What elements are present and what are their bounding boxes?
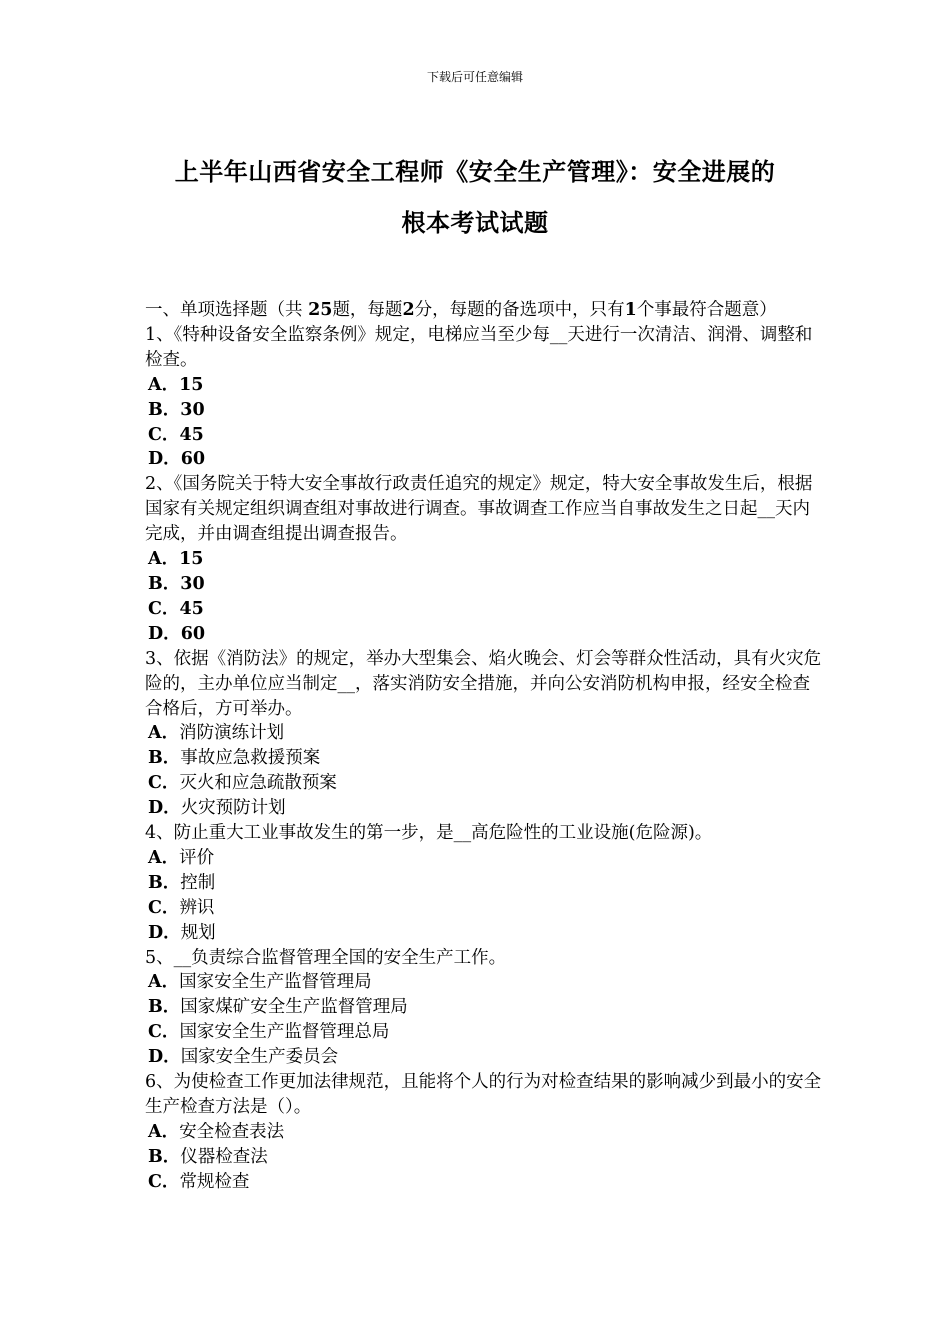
option-letter: B． [148, 1146, 181, 1167]
answer-option [145, 1020, 825, 1045]
question-stem: 4、防止重大工业事故发生的第一步，是__高危险性的工业设施(危险源)。 [145, 823, 713, 844]
option-letter: C． [148, 897, 180, 918]
answer-option [145, 1170, 825, 1195]
option-text: 15 [179, 549, 204, 570]
option-text: 国家安全生产委员会 [180, 1047, 339, 1068]
option-letter: B． [148, 872, 181, 893]
option-text: 控制 [180, 872, 216, 893]
document-title-line1: 上半年山西省安全工程师《安全生产管理》：安全进展的 [174, 157, 776, 186]
option-letter: D． [148, 922, 181, 943]
section-one: 1 [624, 300, 637, 320]
section-heading-mid2: 分，每题的备选项中，只有 [414, 300, 625, 320]
section-question-count: 25 [308, 300, 333, 320]
option-text: 60 [180, 449, 206, 470]
question-list [145, 323, 825, 1195]
question-stem: 6、为使检查工作更加法律规范，且能将个人的行为对检查结果的影响减少到最小的安全生产检查方法是（）。 [145, 1072, 822, 1117]
option-letter: C． [148, 773, 180, 794]
answer-option [145, 1145, 825, 1170]
option-letter: A． [148, 1121, 180, 1142]
question-stem: 3、依据《消防法》的规定，举办大型集会、焰火晚会、灯会等群众性活动，具有火灾危险的，主办单位应当制定__，落实消防安全措施，并向公安消防机构申报，经安全检查合格后，方可举办。 [145, 648, 822, 719]
option-text: 消防演练计划 [179, 723, 285, 744]
option-text: 灭火和应急疏散预案 [179, 773, 337, 794]
option-letter: A． [148, 972, 180, 993]
question-block [145, 1070, 825, 1195]
answer-option [145, 970, 825, 995]
answer-option [145, 572, 825, 597]
option-letter: D． [148, 1047, 181, 1068]
header-note: 下载后可任意编辑 [426, 70, 523, 84]
option-text: 30 [180, 399, 205, 420]
answer-option [145, 622, 825, 647]
option-letter: B． [148, 748, 181, 769]
option-text: 安全检查表法 [179, 1121, 285, 1142]
answer-option [145, 721, 825, 746]
question-block [145, 946, 825, 1071]
question-block [145, 472, 825, 646]
answer-option [145, 373, 825, 398]
answer-option [145, 1120, 825, 1145]
answer-option [145, 995, 825, 1020]
answer-option [145, 447, 825, 472]
answer-option [145, 547, 825, 572]
option-letter: A． [148, 374, 180, 395]
question-stem: 1、《特种设备安全监察条例》规定，电梯应当至少每__天进行一次清洁、润滑、调整和检查。 [145, 324, 813, 370]
answer-option [145, 896, 825, 921]
question-block [145, 821, 825, 946]
option-letter: B． [148, 997, 181, 1018]
answer-option [145, 597, 825, 622]
answer-option [145, 871, 825, 896]
option-letter: A． [148, 847, 180, 868]
option-letter: B． [148, 399, 181, 420]
question-block [145, 323, 825, 472]
option-text: 60 [180, 623, 206, 644]
option-letter: D． [148, 623, 181, 644]
option-letter: A． [148, 723, 180, 744]
answer-option [145, 1045, 825, 1070]
section-heading-suffix: 个事最符合题意） [636, 300, 777, 320]
section-heading-prefix: 一、单项选择题（共 [145, 300, 303, 320]
option-letter: A． [148, 549, 180, 570]
section-heading-mid1: 题，每题 [332, 300, 403, 320]
option-letter: B． [148, 573, 181, 594]
section-heading [145, 298, 825, 323]
option-letter: C． [148, 1022, 180, 1043]
option-text: 15 [179, 374, 204, 395]
option-text: 辨识 [179, 897, 215, 918]
answer-option [145, 771, 825, 796]
answer-option [145, 746, 825, 771]
answer-option [145, 796, 825, 821]
document-title-line2: 根本考试试题 [401, 208, 549, 237]
question-block [145, 647, 825, 821]
option-text: 常规检查 [179, 1171, 250, 1192]
option-text: 火灾预防计划 [180, 798, 286, 819]
option-text: 评价 [179, 847, 215, 868]
answer-option [145, 921, 825, 946]
option-text: 30 [180, 573, 205, 594]
exam-content [145, 298, 825, 1195]
option-text: 仪器检查法 [180, 1146, 268, 1167]
section-points: 2 [402, 300, 415, 320]
option-text: 45 [179, 598, 204, 619]
option-letter: D． [148, 449, 181, 470]
option-letter: C． [148, 1171, 180, 1192]
option-text: 规划 [180, 922, 216, 943]
answer-option [145, 398, 825, 423]
option-text: 国家安全生产监督管理局 [179, 972, 372, 993]
option-text: 45 [179, 424, 204, 445]
question-stem: 2、《国务院关于特大安全事故行政责任追究的规定》规定，特大安全事故发生后，根据国家有关规定组织调查组对事故进行调查。事故调查工作应当自事故发生之日起__天内完成，并由调查组提出调查报告。 [145, 474, 813, 545]
answer-option [145, 846, 825, 871]
answer-option [145, 423, 825, 448]
option-text: 国家安全生产监督管理总局 [179, 1022, 390, 1043]
option-text: 国家煤矿安全生产监督管理局 [180, 997, 408, 1018]
option-letter: C． [148, 598, 180, 619]
question-stem: 5、__负责综合监督管理全国的安全生产工作。 [145, 947, 507, 968]
option-letter: C． [148, 424, 180, 445]
option-letter: D． [148, 798, 181, 819]
option-text: 事故应急救援预案 [180, 748, 321, 769]
